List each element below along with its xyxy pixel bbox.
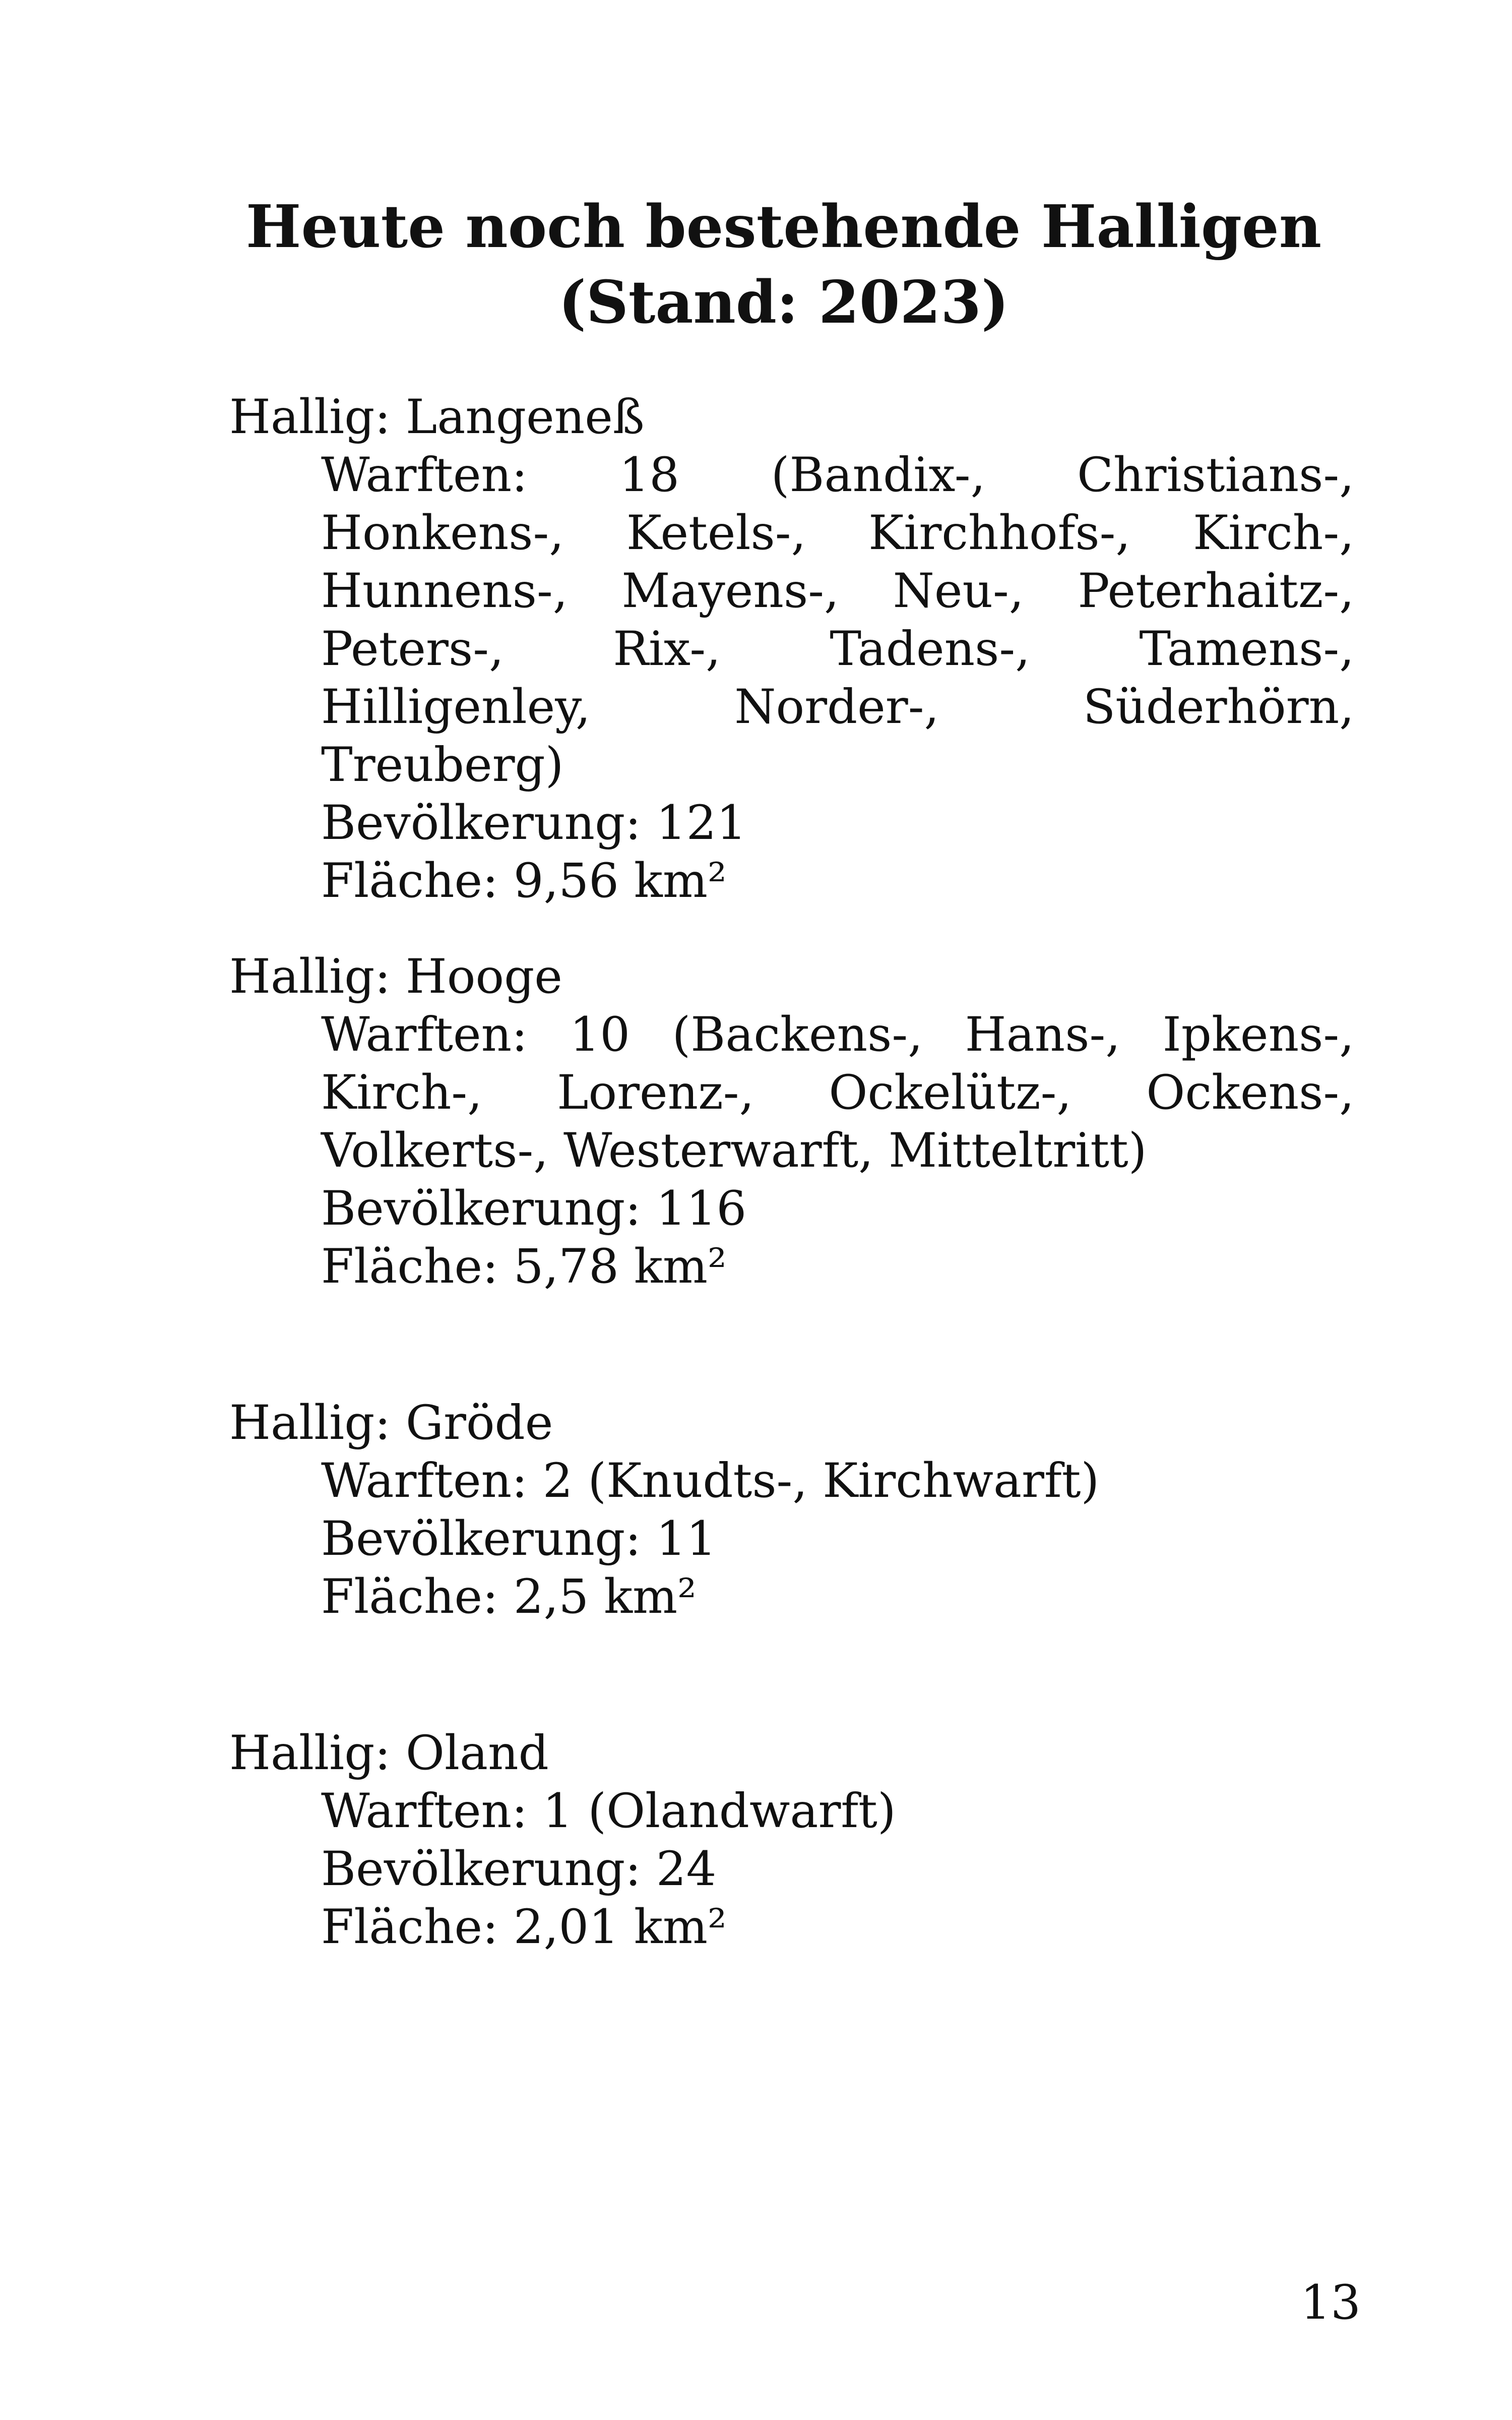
- warften-text: Warften: 1 (Olandwarft): [321, 1784, 896, 1839]
- hallig-details: [321, 1006, 1354, 1296]
- warften-text: Warften: 10 (Backens-, Hans-, Ipkens-, Kirch-, Lorenz-, Ockelütz-, Ockens-, Volkerts-, Westerwarft, Mitteltritt): [321, 1007, 1354, 1178]
- warften-text: Warften: 18 (Bandix-, Christians-, Honkens-, Ketels-, Kirchhofs-, Kirch-, Hunnens-, Mayens-, Neu-, Peterhaitz-, Peters-, Rix-, Tadens-, Tamens-, Hilligenley, Norder-, Süderhörn, Treuberg): [321, 448, 1354, 793]
- hallig-entry-langeness: [229, 388, 1373, 910]
- flaeche-text: Fläche: 2,01 km²: [321, 1900, 727, 1955]
- hallig-name: Hallig: Hooge: [229, 949, 562, 1004]
- hallig-entry-oland: [229, 1724, 1373, 1956]
- hallig-entry-groede: [229, 1394, 1373, 1626]
- flaeche-text: Fläche: 2,5 km²: [321, 1569, 697, 1624]
- page-title-line-2: (Stand: 2023): [558, 268, 1009, 337]
- warften-text: Warften: 2 (Knudts-, Kirchwarft): [321, 1454, 1100, 1508]
- page-title: [212, 189, 1356, 340]
- hallig-details: [321, 446, 1354, 910]
- flaeche-text: Fläche: 9,56 km²: [321, 854, 727, 909]
- bevoelkerung-text: Bevölkerung: 121: [321, 796, 747, 851]
- hallig-name: Hallig: Oland: [229, 1726, 549, 1781]
- page-number: 13: [1300, 2275, 1361, 2330]
- hallig-name: Hallig: Langeneß: [229, 390, 645, 445]
- hallig-details: [321, 1782, 1354, 1956]
- hallig-entry-hooge: [229, 948, 1373, 1296]
- flaeche-text: Fläche: 5,78 km²: [321, 1239, 727, 1294]
- bevoelkerung-text: Bevölkerung: 116: [321, 1181, 747, 1236]
- hallig-details: [321, 1452, 1354, 1626]
- bevoelkerung-text: Bevölkerung: 11: [321, 1511, 717, 1566]
- page-title-line-1: Heute noch bestehende Halligen: [245, 193, 1322, 261]
- bevoelkerung-text: Bevölkerung: 24: [321, 1842, 717, 1897]
- hallig-name: Hallig: Gröde: [229, 1396, 553, 1450]
